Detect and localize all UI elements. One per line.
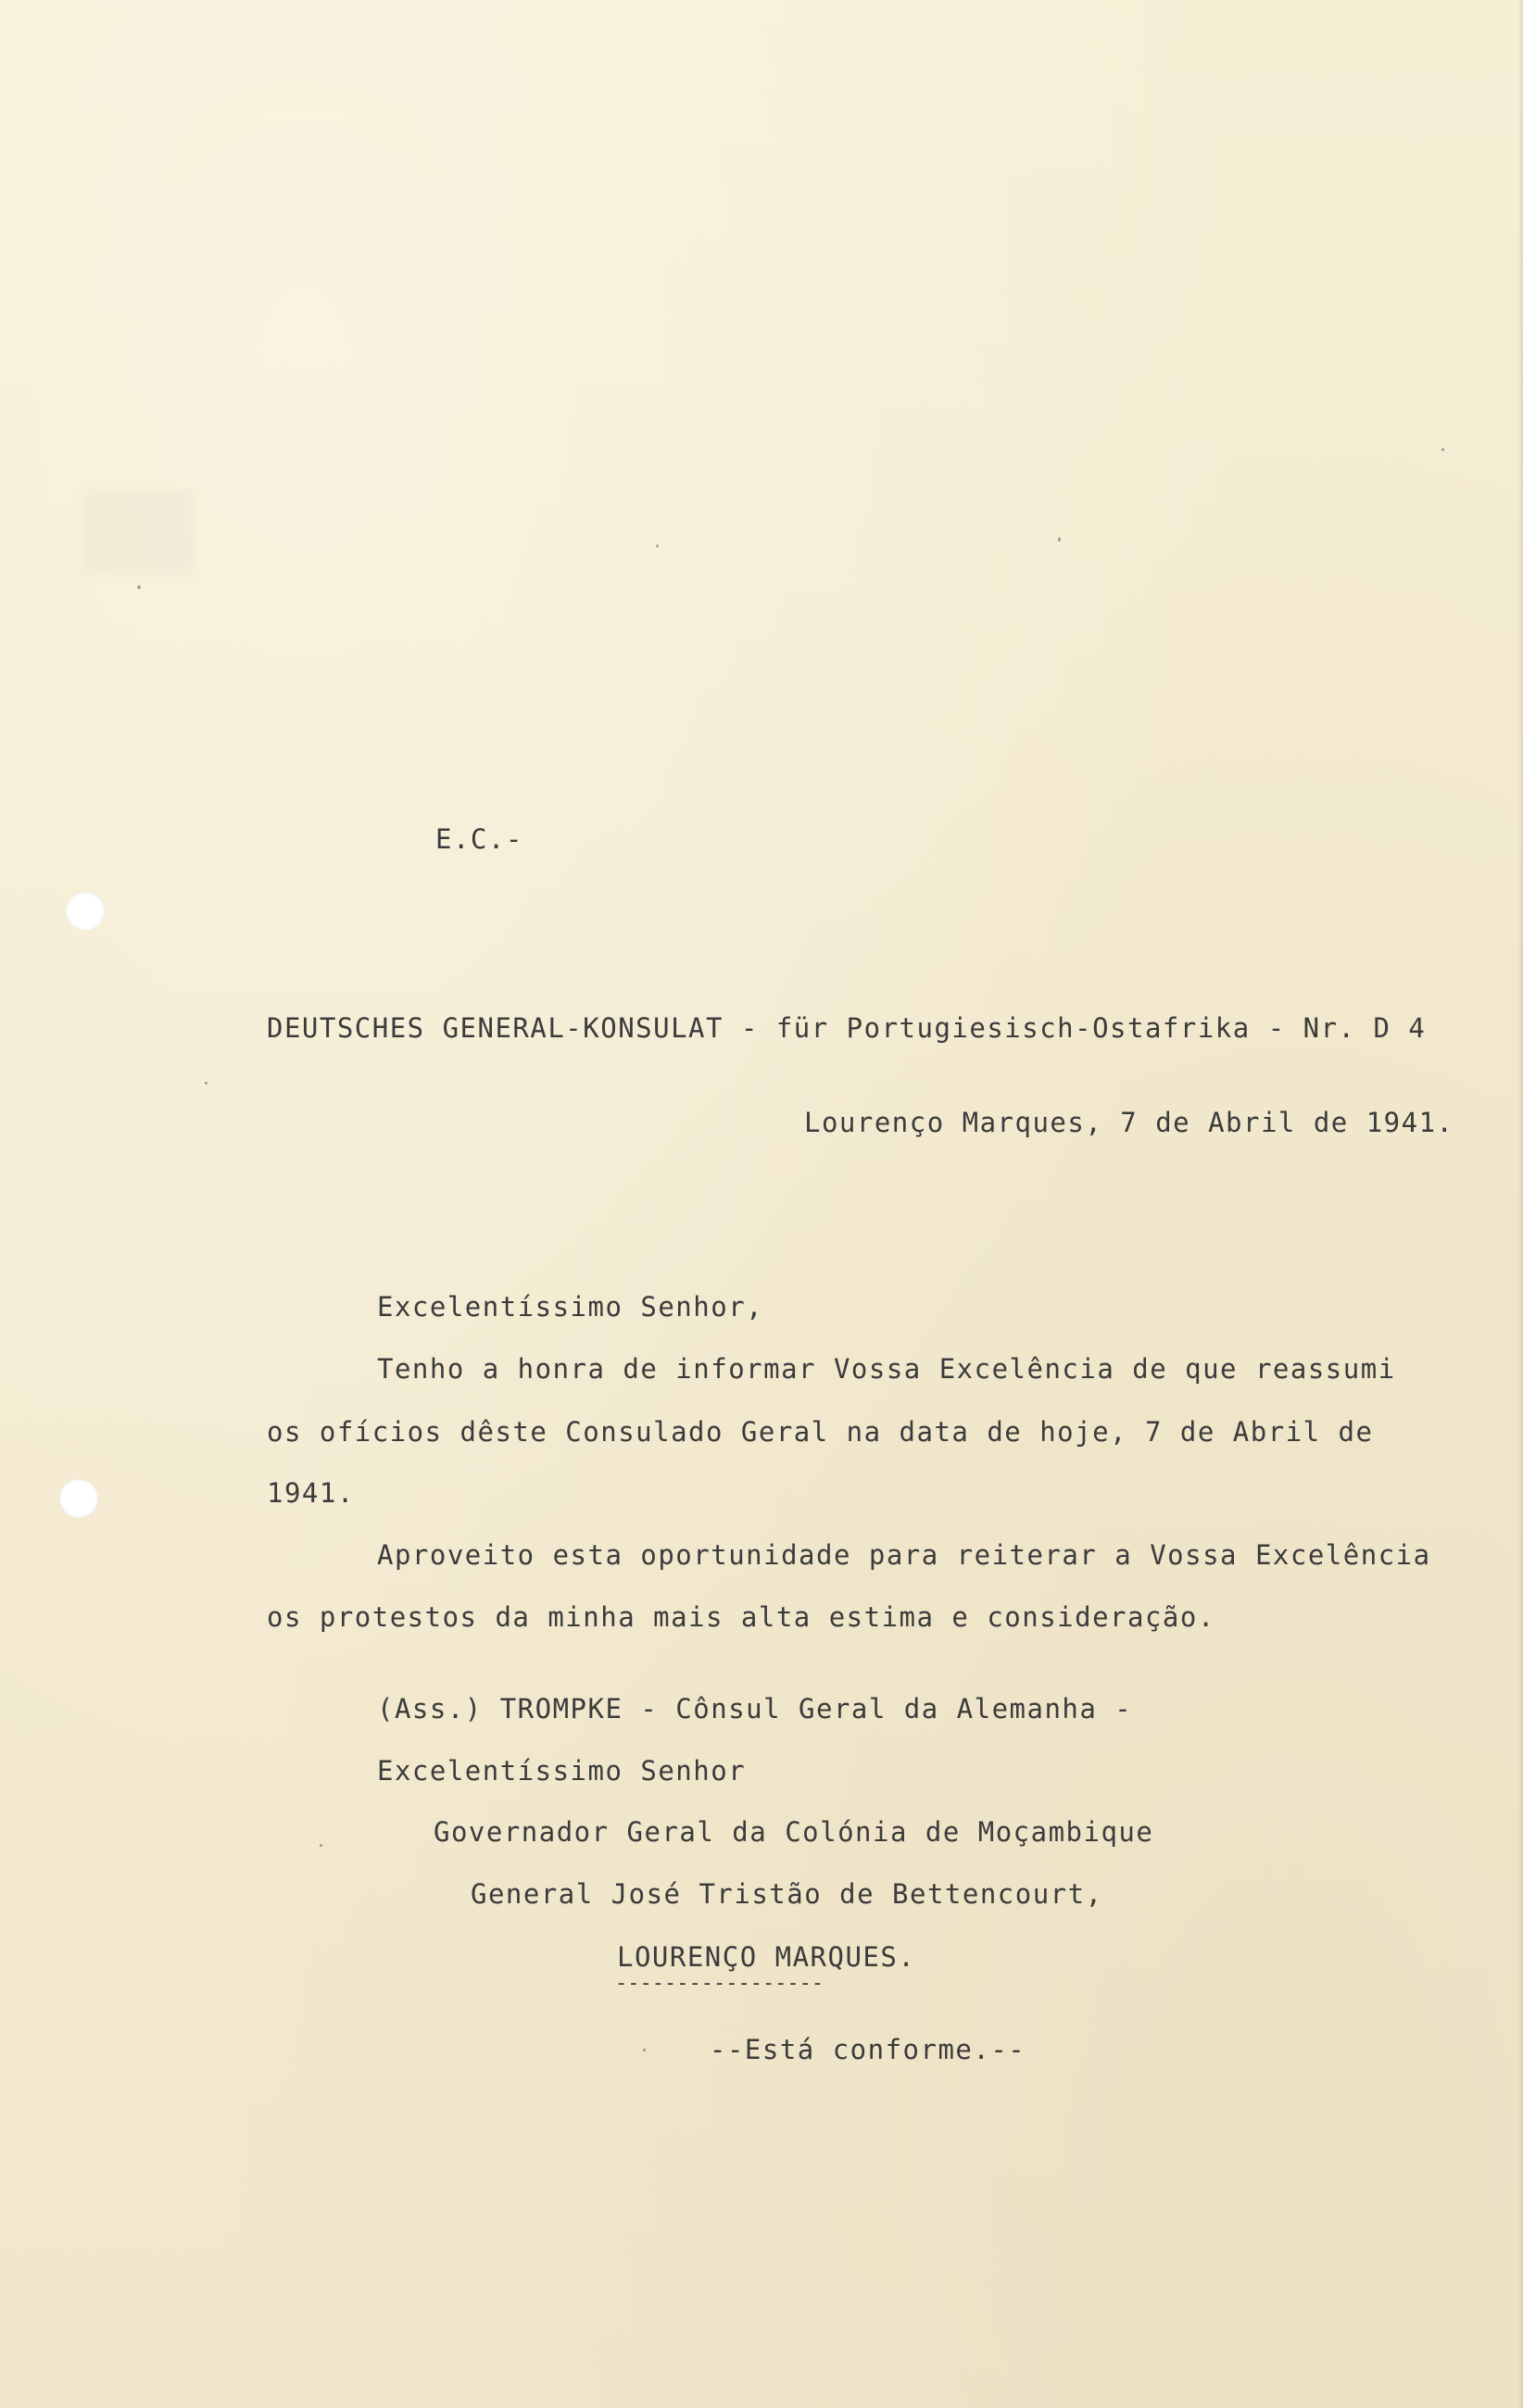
paper-speck [205,1082,208,1085]
paper-speck [656,545,659,547]
salutation: Excelentíssimo Senhor, [377,1291,764,1323]
addressee-city: LOURENÇO MARQUES. [617,1941,916,1973]
addressee-line: General José Tristão de Bettencourt, [471,1878,1103,1910]
conformity-note: --Está conforme.-- [710,2034,1026,2065]
punch-hole-top [66,892,105,931]
body-paragraph-1-line: Tenho a honra de informar Vossa Excelência de que reassumi [377,1353,1396,1385]
paper-speck [1441,448,1444,451]
paper-edge-shadow [1517,0,1523,2408]
paper-speck [1058,537,1061,542]
signature-line: (Ass.) TROMPKE - Cônsul Geral da Alemanha - [377,1693,1133,1724]
body-paragraph-2-line: Aproveito esta oportunidade para reiterar a Vossa Excelência [377,1539,1431,1571]
paper-speck [137,585,141,589]
paper-stain [83,491,195,574]
addressee-line: Excelentíssimo Senhor [377,1755,747,1787]
addressee-line: Governador Geral da Colónia de Moçambique [434,1816,1154,1848]
date-line: Lourenço Marques, 7 de Abril de 1941. [804,1107,1454,1138]
paper-speck [643,2049,646,2051]
paper-speck [320,1844,322,1847]
body-paragraph-1-line: 1941. [267,1477,355,1509]
addressee-underline: ----------------- [615,1972,824,1995]
consulate-header: DEUTSCHES GENERAL-KONSULAT - für Portugiesisch-Ostafrika - Nr. D 4 [267,1012,1427,1044]
body-paragraph-1-line: os ofícios dêste Consulado Geral na data de hoje, 7 de Abril de [267,1416,1374,1448]
body-paragraph-2-line: os protestos da minha mais alta estima e consideração. [267,1601,1215,1633]
document-reference: E.C.- [435,823,523,855]
punch-hole-bottom [59,1479,98,1518]
